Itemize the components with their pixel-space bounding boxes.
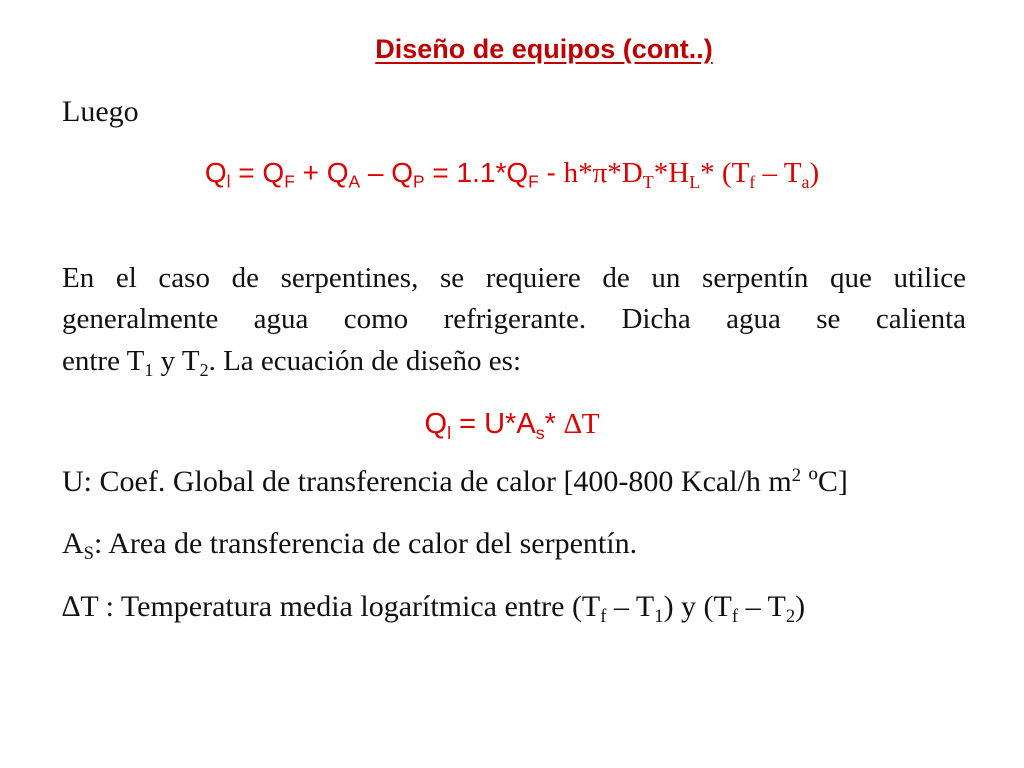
delta-t-definition: ∆T : Temperatura media logarítmica entre $(T_f - T_1)$ y $(T_f - T_2)$ [62,590,806,627]
intro-text: Luego [62,95,139,128]
eq1-ql: $Q_l = Q_F + Q_A - Q_P = 1.1*Q_F$ - [204,157,564,192]
u-definition: U: Coef. Global de transferencia de calor [400-800 Kcal/h $m^2$ ºC] [62,464,848,498]
paragraph-line-1: En el caso de serpentines, se requiere de un serpentín que utilice [62,262,966,294]
slide-title: Diseño de equipos (cont..) [375,34,713,64]
heat-balance-equation [0,157,1024,190]
as-definition: $A_S$: Area de transferencia de calor del serpentín. [62,527,638,564]
eq1-loss-term: $h*\pi*D_T*H_L*$ $(T_f - T_a)$ [563,157,820,192]
design-equation: $Q_l = U*A_s*$ ∆T [424,408,600,443]
paragraph-line-3: entre $T_1$ y $T_2$. La ecuación de diseño es: [62,345,522,380]
paragraph-line-2: generalmente agua como refrigerante. Dicha agua se calienta [62,303,966,335]
